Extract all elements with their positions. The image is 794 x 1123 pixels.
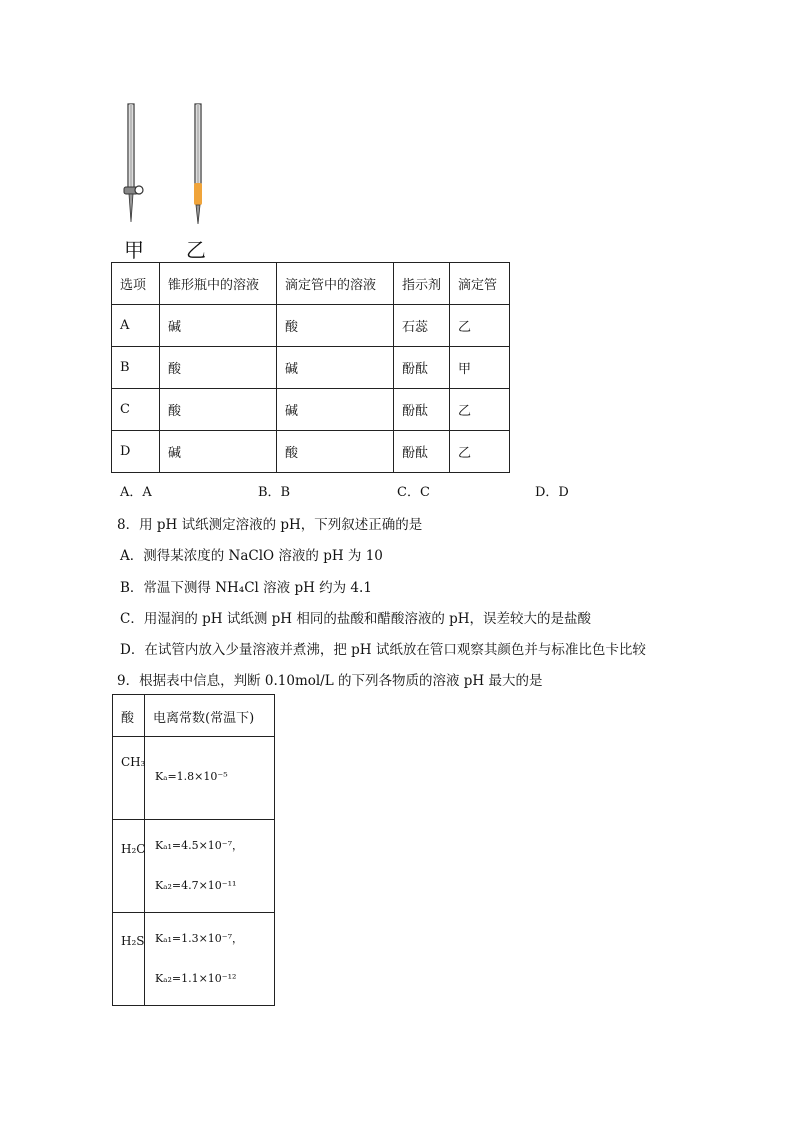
table-cell: C <box>112 389 160 431</box>
acid-name: H₂C <box>121 842 146 856</box>
table-row <box>112 431 510 473</box>
ka1-value: Kₐ₁=4.5×10⁻⁷， <box>155 839 244 852</box>
table-header-row <box>112 263 510 305</box>
table-row <box>112 305 510 347</box>
ionization-constant-table <box>112 694 275 1006</box>
header-cell: 指示剂 <box>394 263 450 305</box>
table-cell: 碱 <box>160 431 277 473</box>
table-cell: D <box>112 431 160 473</box>
table-row <box>113 913 275 1006</box>
table-cell: B <box>112 347 160 389</box>
q7-choices <box>120 481 720 499</box>
table-cell: 碱 <box>160 305 277 347</box>
base-burette-figure <box>186 100 210 230</box>
table-header-row <box>113 695 275 737</box>
ka2-value: Kₐ₂=4.7×10⁻¹¹ <box>155 879 237 892</box>
q9-stem: 9．根据表中信息，判断 0.10mol/L 的下列各物质的溶液 pH 最大的是 <box>117 673 543 689</box>
options-table <box>111 262 510 473</box>
acid-name: H₂S <box>121 934 145 948</box>
q8-stem: 8．用 pH 试纸测定溶液的 pH，下列叙述正确的是 <box>117 517 423 533</box>
table-cell: 乙 <box>450 389 510 431</box>
choice-b[interactable]: B．B <box>258 485 291 500</box>
burette-label-jia: 甲 <box>124 238 144 262</box>
header-cell: 滴定管 <box>450 263 510 305</box>
ka2-value: Kₐ₂=1.1×10⁻¹² <box>155 972 237 985</box>
header-constant: 电离常数(常温下) <box>153 711 255 726</box>
table-row <box>113 820 275 913</box>
table-cell: 酸 <box>277 305 394 347</box>
table-cell: 甲 <box>450 347 510 389</box>
table-cell: 酚酞 <box>394 389 450 431</box>
q8-option-d[interactable]: D．在试管内放入少量溶液并煮沸，把 pH 试纸放在管口观察其颜色并与标准比色卡比较 <box>120 642 646 658</box>
choice-c[interactable]: C．C <box>397 485 430 500</box>
table-cell: 碱 <box>277 347 394 389</box>
ka1-value: Kₐ₁=1.3×10⁻⁷， <box>155 932 244 945</box>
q8-option-c[interactable]: C．用湿润的 pH 试纸测 pH 相同的盐酸和醋酸溶液的 pH，误差较大的是盐酸 <box>120 611 592 627</box>
table-cell: 酚酞 <box>394 347 450 389</box>
acid-burette-figure <box>118 100 148 230</box>
table-row <box>113 737 275 820</box>
table-row <box>112 389 510 431</box>
table-cell: 碱 <box>277 389 394 431</box>
table-cell: A <box>112 305 160 347</box>
table-row <box>112 347 510 389</box>
table-cell: 乙 <box>450 305 510 347</box>
table-cell: 酸 <box>277 431 394 473</box>
q8-option-a[interactable]: A．测得某浓度的 NaClO 溶液的 pH 为 10 <box>120 548 383 564</box>
table-cell: 石蕊 <box>394 305 450 347</box>
header-acid: 酸 <box>121 711 135 726</box>
table-cell: 酸 <box>160 389 277 431</box>
acid-name: CH₃ <box>121 755 146 769</box>
table-cell: 乙 <box>450 431 510 473</box>
q8-option-b[interactable]: B．常温下测得 NH₄Cl 溶液 pH 约为 4.1 <box>120 580 372 596</box>
choice-a[interactable]: A．A <box>120 485 152 500</box>
ka-value: Kₐ=1.8×10⁻⁵ <box>155 770 228 783</box>
header-cell: 选项 <box>112 263 160 305</box>
table-cell: 酸 <box>160 347 277 389</box>
choice-d[interactable]: D．D <box>535 485 569 500</box>
header-cell: 滴定管中的溶液 <box>277 263 394 305</box>
header-cell: 锥形瓶中的溶液 <box>160 263 277 305</box>
burette-label-yi: 乙 <box>186 238 206 262</box>
table-cell: 酚酞 <box>394 431 450 473</box>
